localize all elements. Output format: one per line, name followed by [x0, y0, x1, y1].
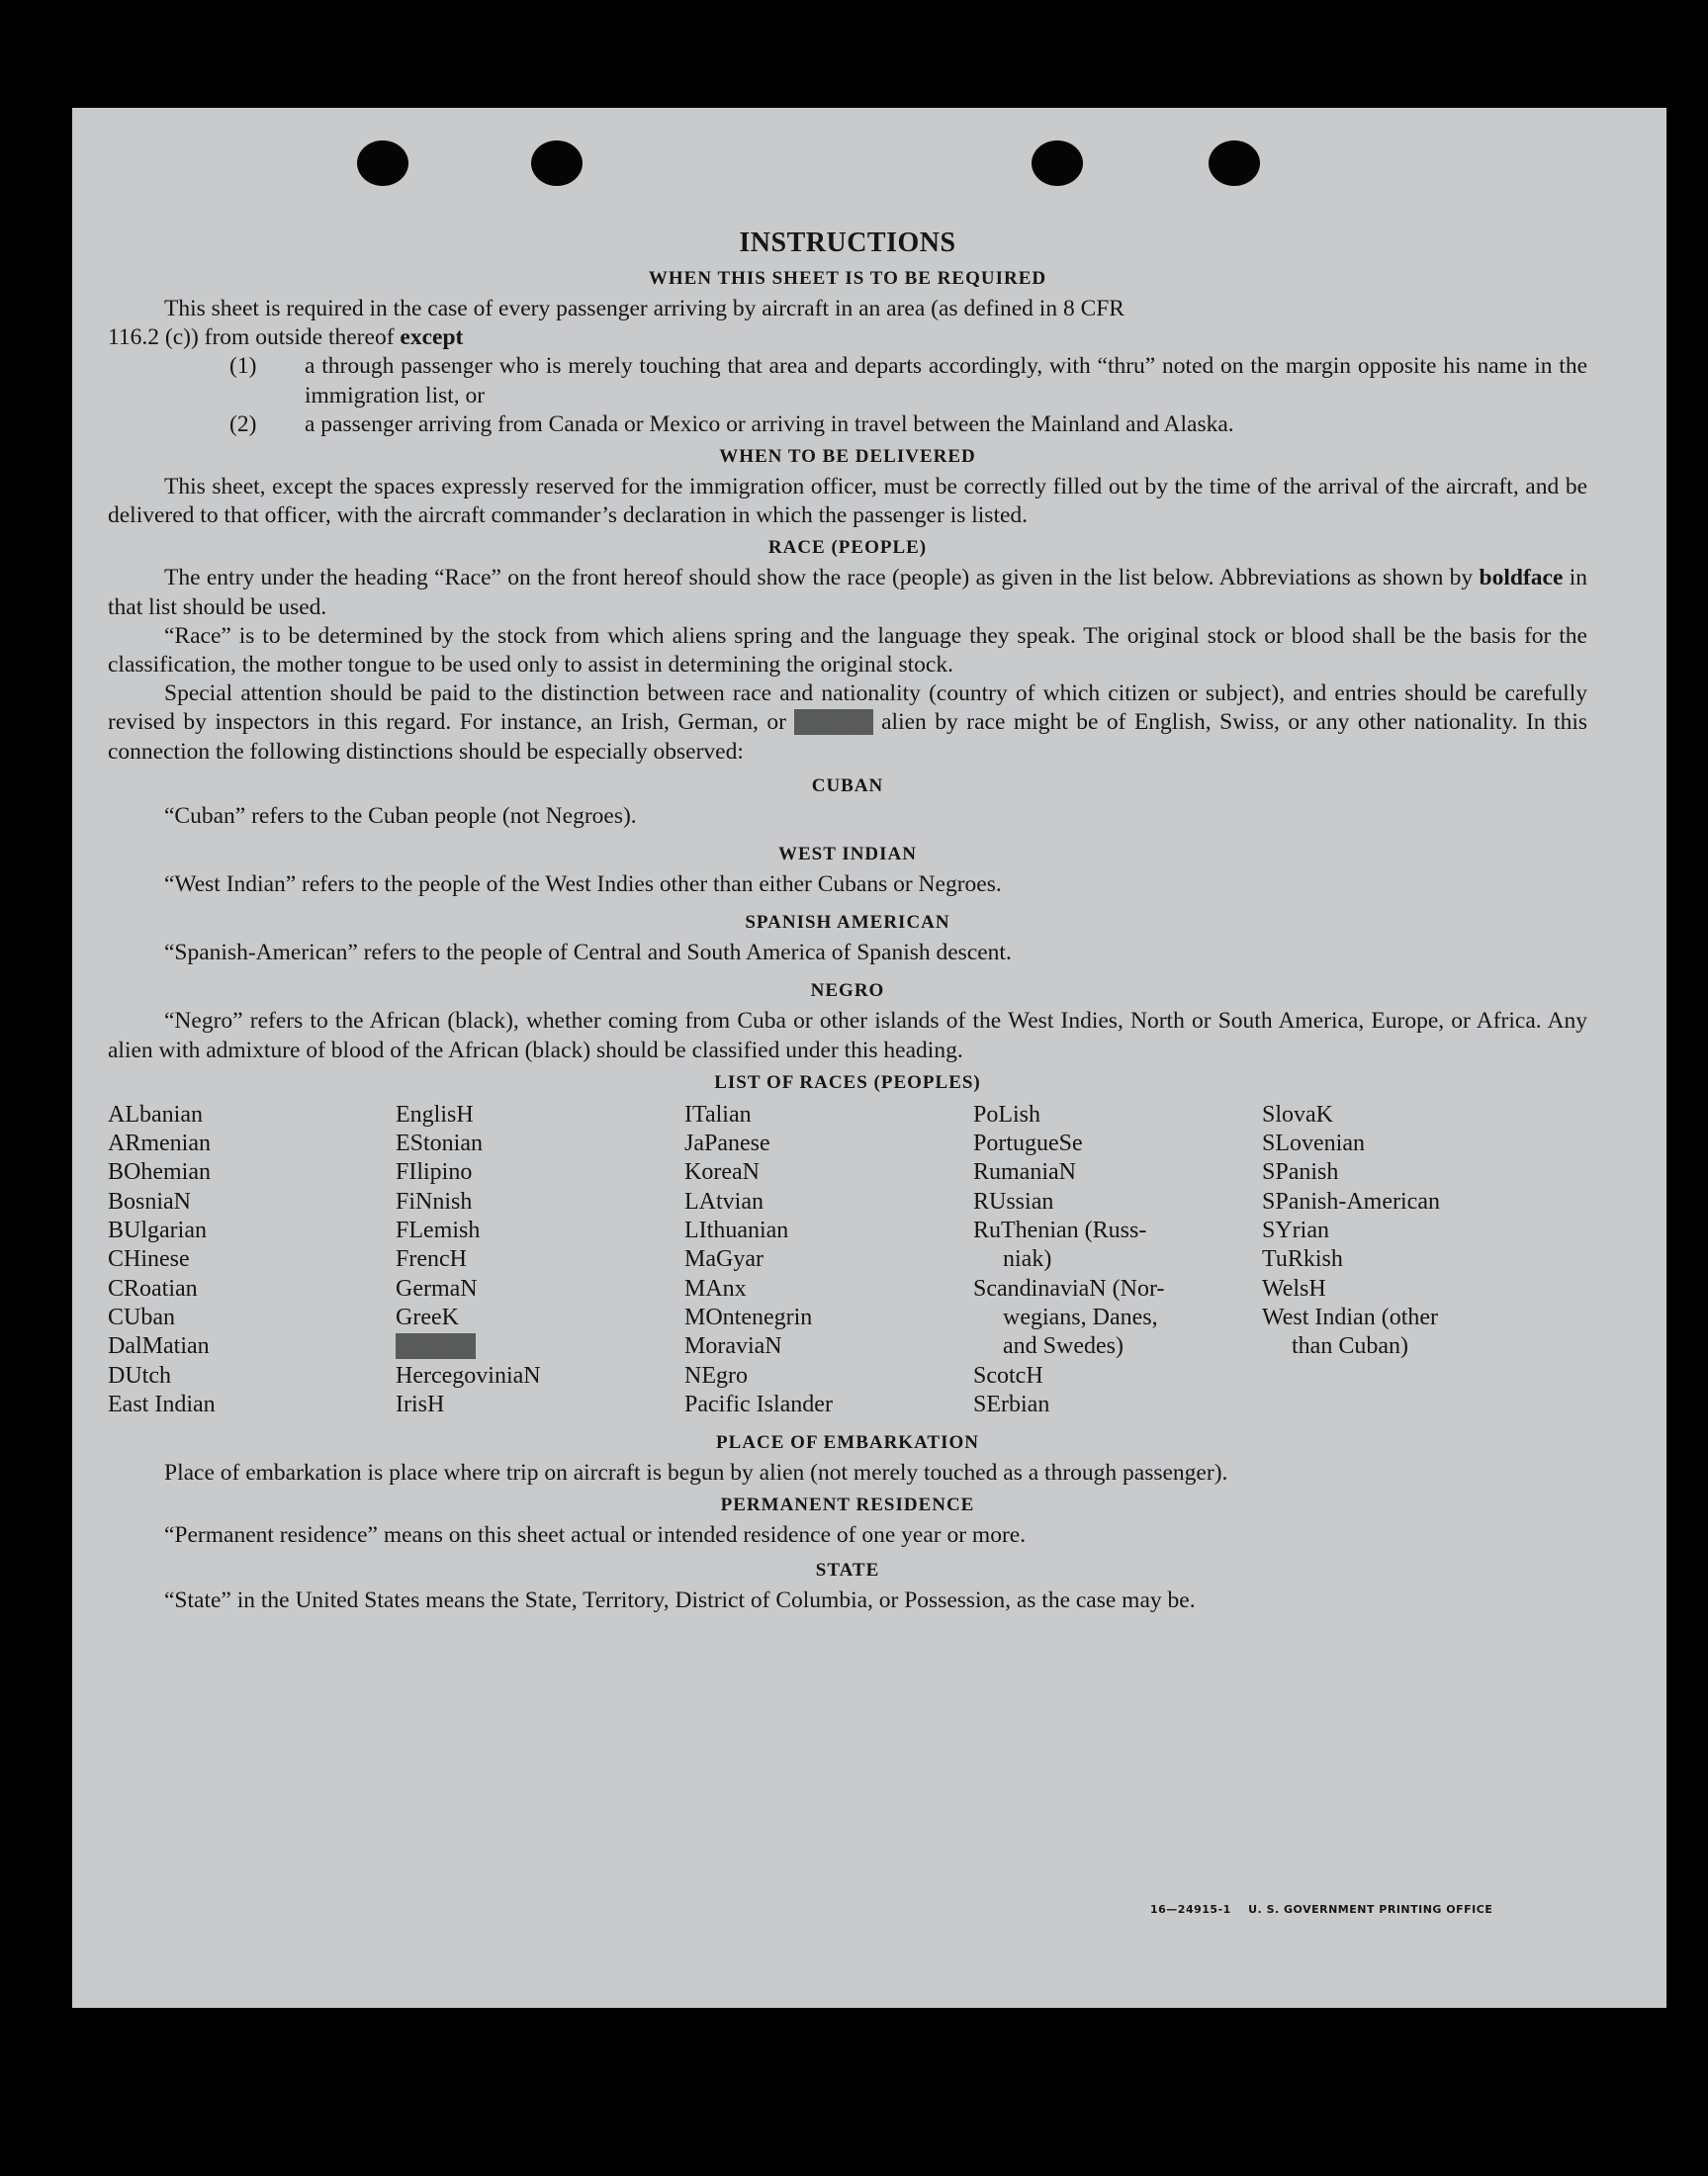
- race-item: RuThenian (Russ-: [973, 1218, 1147, 1244]
- race-item: CRoatian: [108, 1275, 198, 1302]
- race-item: MoraviaN: [684, 1333, 782, 1360]
- race-item: SLovenian: [1262, 1131, 1365, 1157]
- heading-delivered: WHEN TO BE DELIVERED: [719, 446, 976, 468]
- race-item: FIlipino: [396, 1159, 473, 1186]
- race-item: SYrian: [1262, 1218, 1329, 1244]
- race-item: JaPanese: [684, 1131, 770, 1157]
- race-item: SPanish: [1262, 1159, 1339, 1186]
- race-item: DUtch: [108, 1362, 171, 1389]
- race-item-continued: niak): [1003, 1246, 1052, 1273]
- race-item: West Indian (other: [1262, 1304, 1439, 1330]
- heading-race: RACE (PEOPLE): [767, 537, 928, 559]
- race-item: HercegoviniaN: [396, 1362, 541, 1389]
- race-item-redacted: HebreW: [396, 1333, 477, 1360]
- heading-embarkation: PLACE OF EMBARKATION: [716, 1432, 979, 1454]
- race-list: [108, 1101, 1587, 1419]
- heading-negro: NEGRO: [810, 980, 885, 1002]
- residence-text: “Permanent residence” means on this sheet actual or intended residence of one year or more.: [164, 1522, 1027, 1549]
- race-item: PortugueSe: [973, 1131, 1083, 1157]
- race-item: MaGyar: [684, 1246, 764, 1273]
- race-item: LIthuanian: [684, 1218, 789, 1244]
- race-item: FrencH: [396, 1246, 467, 1273]
- race-item: BosniaN: [108, 1188, 191, 1215]
- race-item: East Indian: [108, 1391, 216, 1417]
- race-item: SErbian: [973, 1391, 1050, 1417]
- heading-list-of-races: LIST OF RACES (PEOPLES): [714, 1071, 981, 1093]
- race-item: FLemish: [396, 1218, 481, 1244]
- race-item: ARmenian: [108, 1131, 211, 1157]
- race-item: GreeK: [396, 1304, 459, 1330]
- race-item: BOhemian: [108, 1159, 211, 1186]
- state-text: “State” in the United States means the State, Territory, District of Columbia, or Possession, as the case may be.: [164, 1587, 1196, 1613]
- race-item-continued: wegians, Danes,: [1003, 1304, 1158, 1330]
- race-item-continued: than Cuban): [1292, 1333, 1408, 1360]
- race-item: EStonian: [396, 1131, 483, 1157]
- race-item: WelsH: [1262, 1275, 1326, 1302]
- redacted-word: Hebrew: [794, 709, 873, 736]
- spanish-american-text: “Spanish-American” refers to the people of Central and South America of Spanish descent.: [164, 940, 1012, 966]
- race-column-5: [1262, 1101, 1587, 1419]
- heading-state: STATE: [815, 1559, 880, 1581]
- race-item: EnglisH: [396, 1101, 474, 1128]
- race-item: TuRkish: [1262, 1246, 1343, 1273]
- document-page: [72, 108, 1666, 2008]
- race-column-3: [684, 1101, 973, 1419]
- heading-spanish-american: SPANISH AMERICAN: [745, 912, 950, 934]
- race-item: MOntenegrin: [684, 1304, 813, 1330]
- document-body: [108, 226, 1587, 1615]
- race-item: RUssian: [973, 1188, 1054, 1215]
- delivered-text: This sheet, except the spaces expressly reserved for the immigration officer, must be correctly filled out by the time of the arrival of the aircraft, and be delivered to that officer, with the aircraft commander’s declaration in which the passenger is listed.: [108, 474, 1587, 529]
- race-item: SlovaK: [1262, 1101, 1333, 1128]
- race-item: ScandinaviaN (Nor-: [973, 1275, 1165, 1302]
- race-item: LAtvian: [684, 1188, 764, 1215]
- punch-hole: [1032, 140, 1083, 186]
- race-item: PoLish: [973, 1101, 1041, 1128]
- race-paragraph-3: Special attention should be paid to the distinction between race and nationality (country of which citizen or subject), and entries should be carefully revised by inspectors in this regard. For instance, an Irish, German, or Hebrew alien by race might be of English, Swiss, or any other nationality. In this connection the following distinctions should be especially observed:: [108, 680, 1587, 765]
- race-item: DalMatian: [108, 1333, 210, 1360]
- heading-cuban: CUBAN: [811, 774, 884, 796]
- race-item: GermaN: [396, 1275, 478, 1302]
- form-code: 16—24915-1 U. S. GOVERNMENT PRINTING OFFICE: [1150, 1903, 1493, 1916]
- required-intro-cont: 116.2 (c)) from outside thereof except: [108, 324, 464, 351]
- race-item: BUlgarian: [108, 1218, 207, 1244]
- race-item-continued: and Swedes): [1003, 1333, 1124, 1360]
- race-item: CHinese: [108, 1246, 190, 1273]
- race-item: ScotcH: [973, 1362, 1043, 1389]
- heading-west-indian: WEST INDIAN: [778, 844, 917, 865]
- race-item: FiNnish: [396, 1188, 473, 1215]
- required-intro: This sheet is required in the case of every passenger arriving by aircraft in an area (as defined in 8 CFR: [164, 296, 1124, 321]
- punch-hole: [357, 140, 408, 186]
- punch-hole: [1209, 140, 1260, 186]
- race-item: SPanish-American: [1262, 1188, 1440, 1215]
- race-paragraph-2: “Race” is to be determined by the stock from which aliens spring and the language they speak. The original stock or blood shall be the basis for the classification, the mother tongue to be used only to assist in determining the original stock.: [108, 622, 1587, 679]
- race-item: RumaniaN: [973, 1159, 1076, 1186]
- exception-item-1: (1) a through passenger who is merely touching that area and departs accordingly, with “thru” noted on the margin opposite his name in the immigration list, or: [229, 353, 1587, 408]
- heading-residence: PERMANENT RESIDENCE: [720, 1495, 975, 1516]
- page-title: INSTRUCTIONS: [739, 227, 956, 258]
- race-column-1: [108, 1101, 396, 1419]
- punch-hole: [531, 140, 583, 186]
- race-item: MAnx: [684, 1275, 747, 1302]
- heading-required: WHEN THIS SHEET IS TO BE REQUIRED: [648, 268, 1047, 289]
- race-column-2: [396, 1101, 684, 1419]
- cuban-text: “Cuban” refers to the Cuban people (not Negroes).: [164, 802, 637, 829]
- negro-text: “Negro” refers to the African (black), whether coming from Cuba or other islands of the West Indies, North or South America, Europe, or Africa. Any alien with admixture of blood of the African (black) should be classified under this heading.: [108, 1008, 1587, 1063]
- race-item: IrisH: [396, 1391, 445, 1417]
- race-item: CUban: [108, 1304, 175, 1330]
- race-item: ALbanian: [108, 1101, 203, 1128]
- race-item: NEgro: [684, 1362, 748, 1389]
- race-item: ITalian: [684, 1101, 752, 1128]
- race-item: Pacific Islander: [684, 1391, 833, 1417]
- exception-item-2: (2) a passenger arriving from Canada or Mexico or arriving in travel between the Mainland and Alaska.: [229, 410, 1234, 437]
- embarkation-text: Place of embarkation is place where trip on aircraft is begun by alien (not merely touched as a through passenger).: [164, 1460, 1228, 1487]
- race-paragraph-1: The entry under the heading “Race” on the front hereof should show the race (people) as given in the list below. Abbreviations as shown by boldface in that list should be used.: [108, 565, 1588, 620]
- race-column-4: [973, 1101, 1262, 1419]
- race-item: KoreaN: [684, 1159, 760, 1186]
- west-indian-text: “West Indian” refers to the people of the West Indies other than either Cubans or Negroes.: [164, 871, 1002, 898]
